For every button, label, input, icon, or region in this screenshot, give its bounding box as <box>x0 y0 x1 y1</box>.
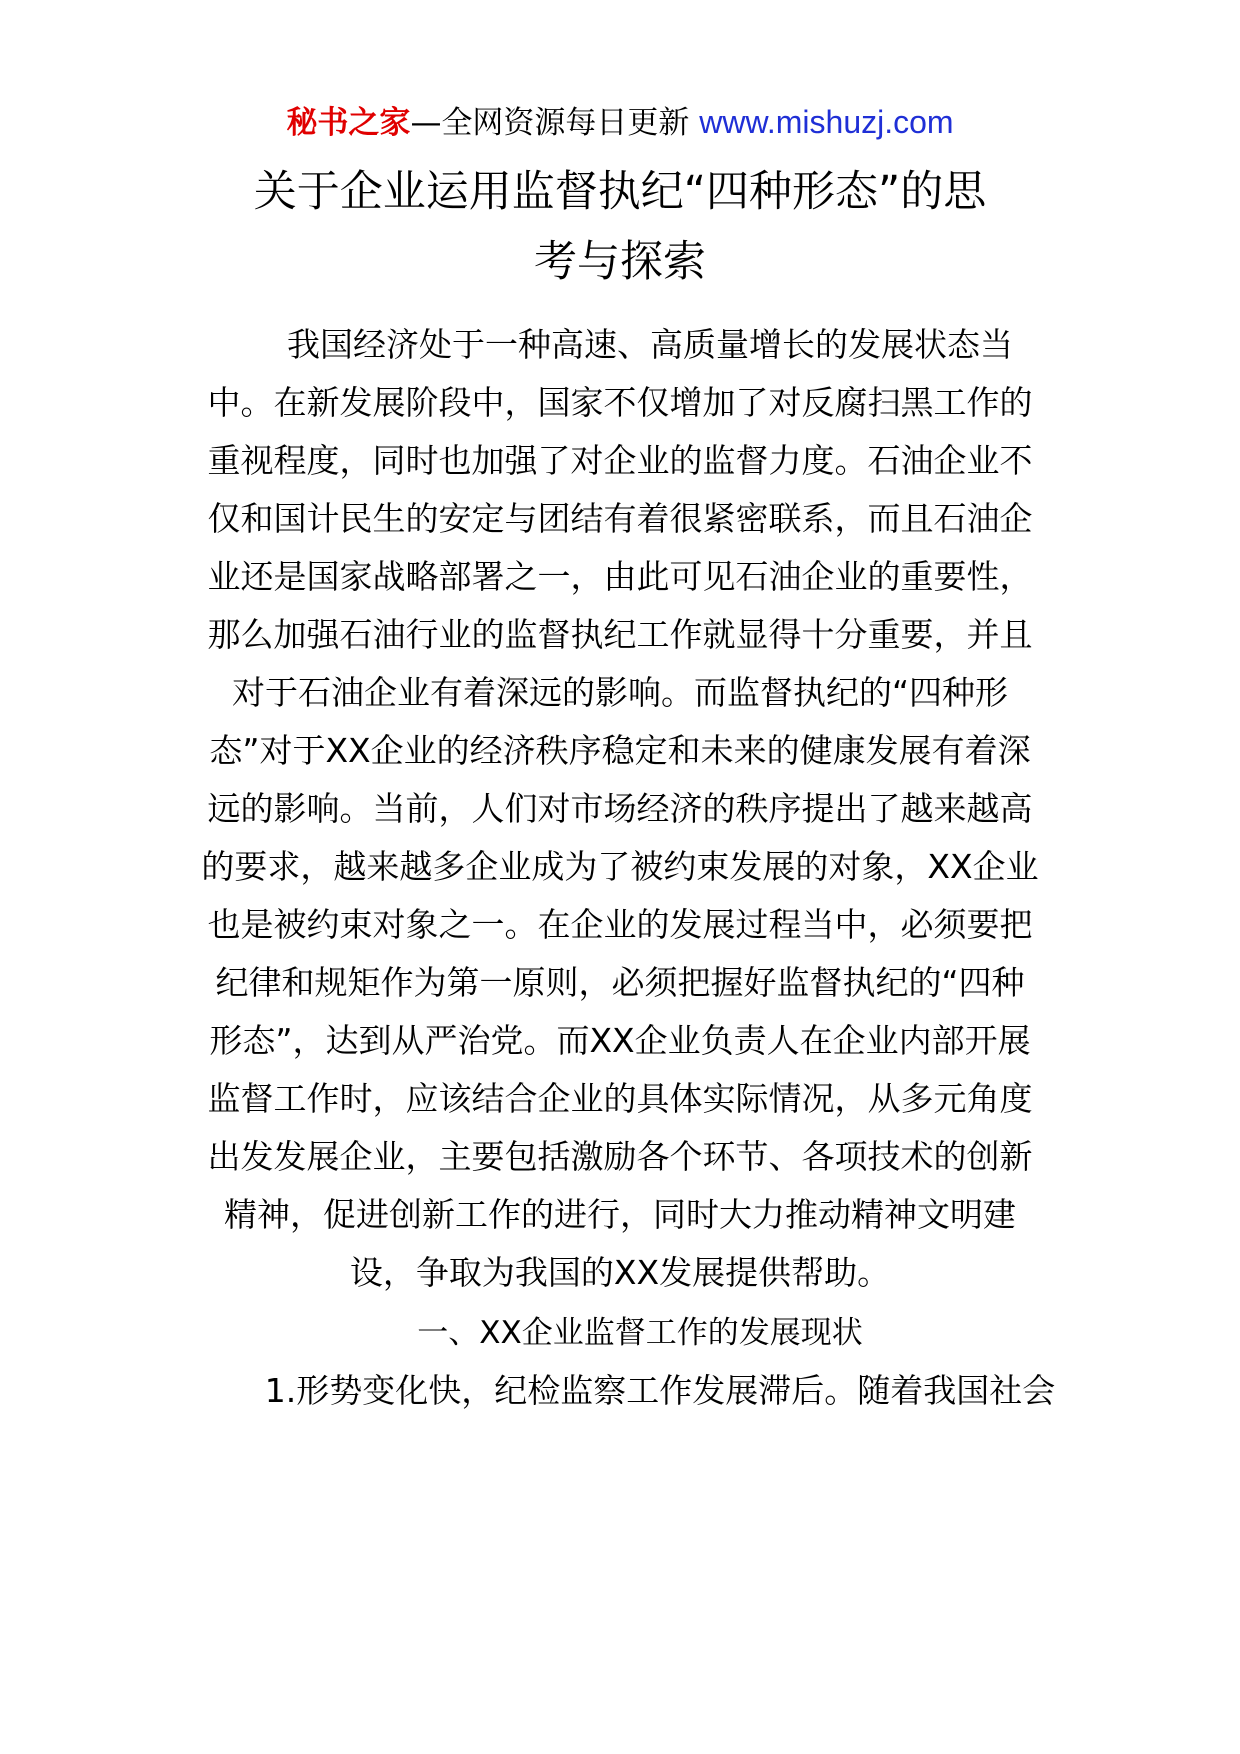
body-line: 业还是国家战略部署之一，由此可见石油企业的重要性， <box>207 557 1033 596</box>
header-tagline: —全网资源每日更新 <box>410 105 690 141</box>
body-line: 重视程度，同时也加强了对企业的监督力度。石油企业不 <box>207 441 1033 480</box>
body-line: 出发发展企业，主要包括激励各个环节、各项技术的创新 <box>207 1137 1033 1176</box>
site-url-link[interactable]: www.mishuzj.com <box>699 104 954 140</box>
section-first-line: 1.形势变化快，纪检监察工作发展滞后。随着我国社会 <box>264 1371 1056 1410</box>
document-title-line-1: 关于企业运用监督执纪“四种形态”的思 <box>253 167 987 217</box>
body-line: 也是被约束对象之一。在企业的发展过程当中，必须要把 <box>207 905 1033 944</box>
body-line: 设，争取为我国的XX发展提供帮助。 <box>349 1253 891 1292</box>
site-header <box>0 100 1240 145</box>
body-line: 中。在新发展阶段中，国家不仅增加了对反腐扫黑工作的 <box>207 383 1033 422</box>
section-heading: 一、XX企业监督工作的发展现状 <box>417 1315 863 1351</box>
body-line: 那么加强石油行业的监督执纪工作就显得十分重要，并且 <box>207 615 1033 654</box>
body-line: 对于石油企业有着深远的影响。而监督执纪的“四种形 <box>231 673 1009 712</box>
body-line: 仅和国计民生的安定与团结有着很紧密联系，而且石油企 <box>207 499 1033 538</box>
brand-name: 秘书之家 <box>286 105 411 141</box>
body-line: 精神，促进创新工作的进行，同时大力推动精神文明建 <box>224 1195 1016 1234</box>
body-line: 形态”，达到从严治党。而XX企业负责人在企业内部开展 <box>209 1021 1031 1060</box>
document-title-line-2: 考与探索 <box>534 237 706 287</box>
body-line: 远的影响。当前，人们对市场经济的秩序提出了越来越高 <box>207 789 1033 828</box>
body-line: 态”对于XX企业的经济秩序稳定和未来的健康发展有着深 <box>209 731 1031 770</box>
body-line: 的要求，越来越多企业成为了被约束发展的对象，XX企业 <box>201 847 1039 886</box>
body-line: 监督工作时，应该结合企业的具体实际情况，从多元角度 <box>207 1079 1033 1118</box>
body-line: 我国经济处于一种高速、高质量增长的发展状态当 <box>287 325 1013 364</box>
body-line: 纪律和规矩作为第一原则，必须把握好监督执纪的“四种 <box>215 963 1025 1002</box>
